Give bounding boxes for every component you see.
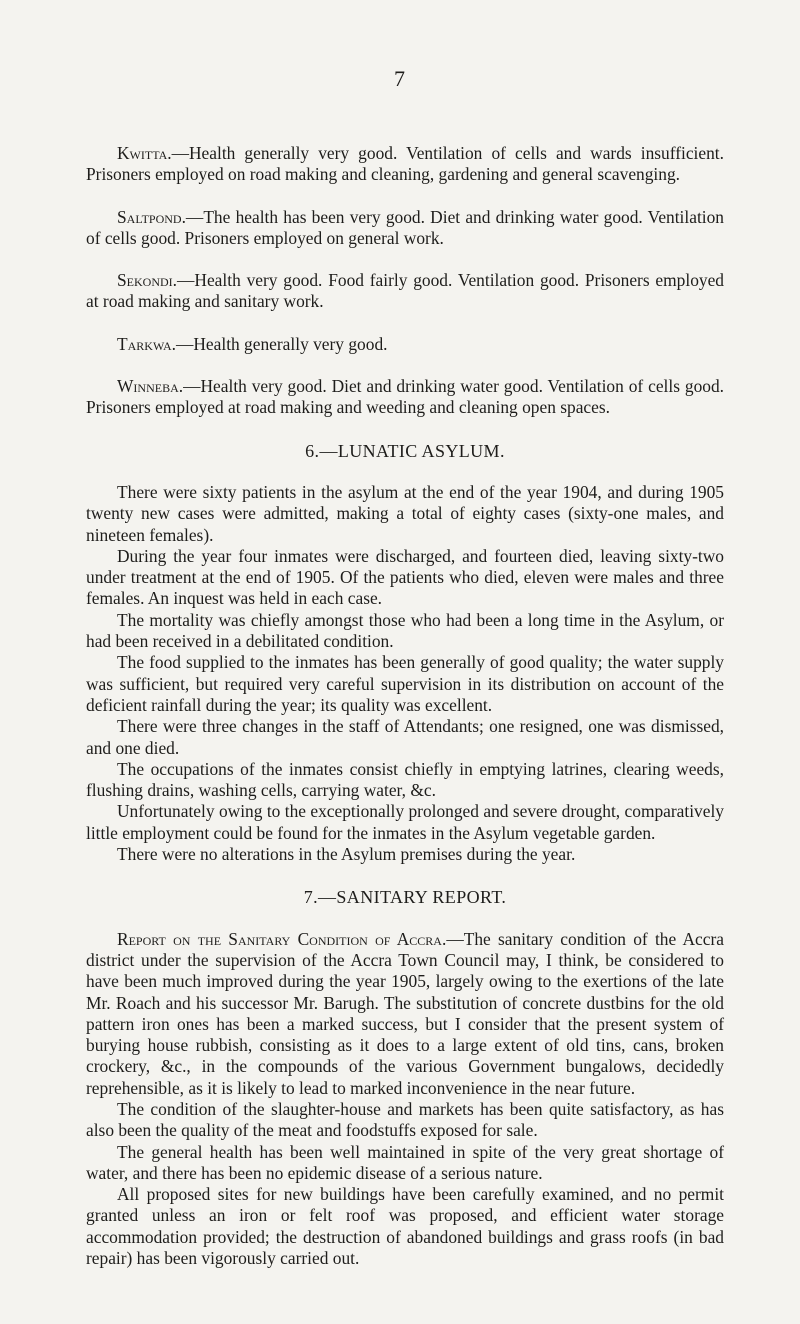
sanitary-lead-text: —The sanitary condition of the Accra district under the supervision of the Accra Town Council may, I think, be considered to have been much improved during the year 1905, largely owing to the exertions of the late Mr. Roach and his successor Mr. Barugh. The substitution of concrete dustbins for the old pattern iron ones has been a marked success, but I consider that the present system of burying house rubbish, consisting as it does to a large extent of old tins, cans, broken crockery, &c., in the compounds of the various Government bungalows, decidedly reprehensible, as it is likely to lead to marked inconvenience in the near future. [86,928,725,1098]
station-sekondi [86,270,724,313]
station-tarkwa [86,334,724,355]
asylum-paragraph: Unfortunately owing to the exceptionally prolonged and severe drought, comparatively little employment could be found for the inmates in the Asylum vegetable garden. [86,801,724,843]
asylum-paragraph: There were three changes in the staff of Attendants; one resigned, one was dismissed, and one died. [86,716,724,758]
page-body [86,143,724,1269]
asylum-paragraph: The food supplied to the inmates has been generally of good quality; the water supply was sufficient, but required very careful supervision in its distribution on account of the deficient rainfall during the year; its quality was excellent. [86,652,724,715]
station-name: Kwitta. [117,143,172,163]
sanitary-paragraph: The general health has been well maintained in spite of the very great shortage of water, and there has been no epidemic disease of a serious nature. [86,1141,724,1183]
station-name: Tarkwa. [117,333,176,354]
asylum-paragraph: During the year four inmates were discharged, and fourteen died, leaving sixty-two under treatment at the end of 1905. Of the patients who died, eleven were males and three females. An inquest was held in each case. [86,545,724,609]
station-text: —The health has been very good. Diet and drinking water good. Ventilation of cells good. Prisoners employed on general work. [86,206,724,248]
section-heading-sanitary-report: 7.—SANITARY REPORT. [303,887,507,908]
asylum-paragraph: The mortality was chiefly amongst those who had been a long time in the Asylum, or had been received in a debilitated condition. [86,609,724,652]
station-kwitta [86,143,724,186]
sanitary-lead-title: Report on the Sanitary Condition of Accra. [117,928,447,949]
asylum-paragraph: The occupations of the inmates consist chiefly in emptying latrines, clearing weeds, flushing drains, washing cells, carrying water, &c. [86,758,724,801]
station-saltpond [86,207,724,250]
sanitary-paragraph: The condition of the slaughter-house and markets has been quite satisfactory, as has also been the quality of the meat and foodstuffs exposed for sale. [86,1098,724,1141]
station-text: —Health very good. Diet and drinking water good. Ventilation of cells good. Prisoners employed at road making and weeding and cleaning open spaces. [86,376,724,418]
station-winneba [86,376,724,419]
station-name: Sekondi. [117,270,178,291]
page-number: 7 [394,66,406,91]
station-name: Winneba. [117,376,184,397]
station-name: Saltpond. [117,206,186,227]
station-text: —Health generally very good. [175,333,388,354]
asylum-paragraph: There were no alterations in the Asylum premises during the year. [117,844,576,865]
station-text: —Health generally very good. Ventilation of cells and wards insufficient. Prisoners employed on road making and cleaning, gardening and general scavenging. [86,143,724,185]
section-heading-lunatic-asylum: 6.—LUNATIC ASYLUM. [305,440,505,461]
station-text: —Health very good. Food fairly good. Ventilation good. Prisoners employed at road making and sanitary work. [86,270,724,312]
sanitary-lead-paragraph [86,929,724,1099]
sanitary-paragraph: All proposed sites for new buildings have been carefully examined, and no permit granted unless an iron or felt roof was proposed, and efficient water storage accommodation provided; the destruction of abandoned buildings and grass roofs (in bad repair) has been vigorously carried out. [86,1184,724,1269]
asylum-paragraph: There were sixty patients in the asylum at the end of the year 1904, and during 1905 twenty new cases were admitted, making a total of eighty cases (sixty-one males, and nineteen females). [86,481,724,545]
